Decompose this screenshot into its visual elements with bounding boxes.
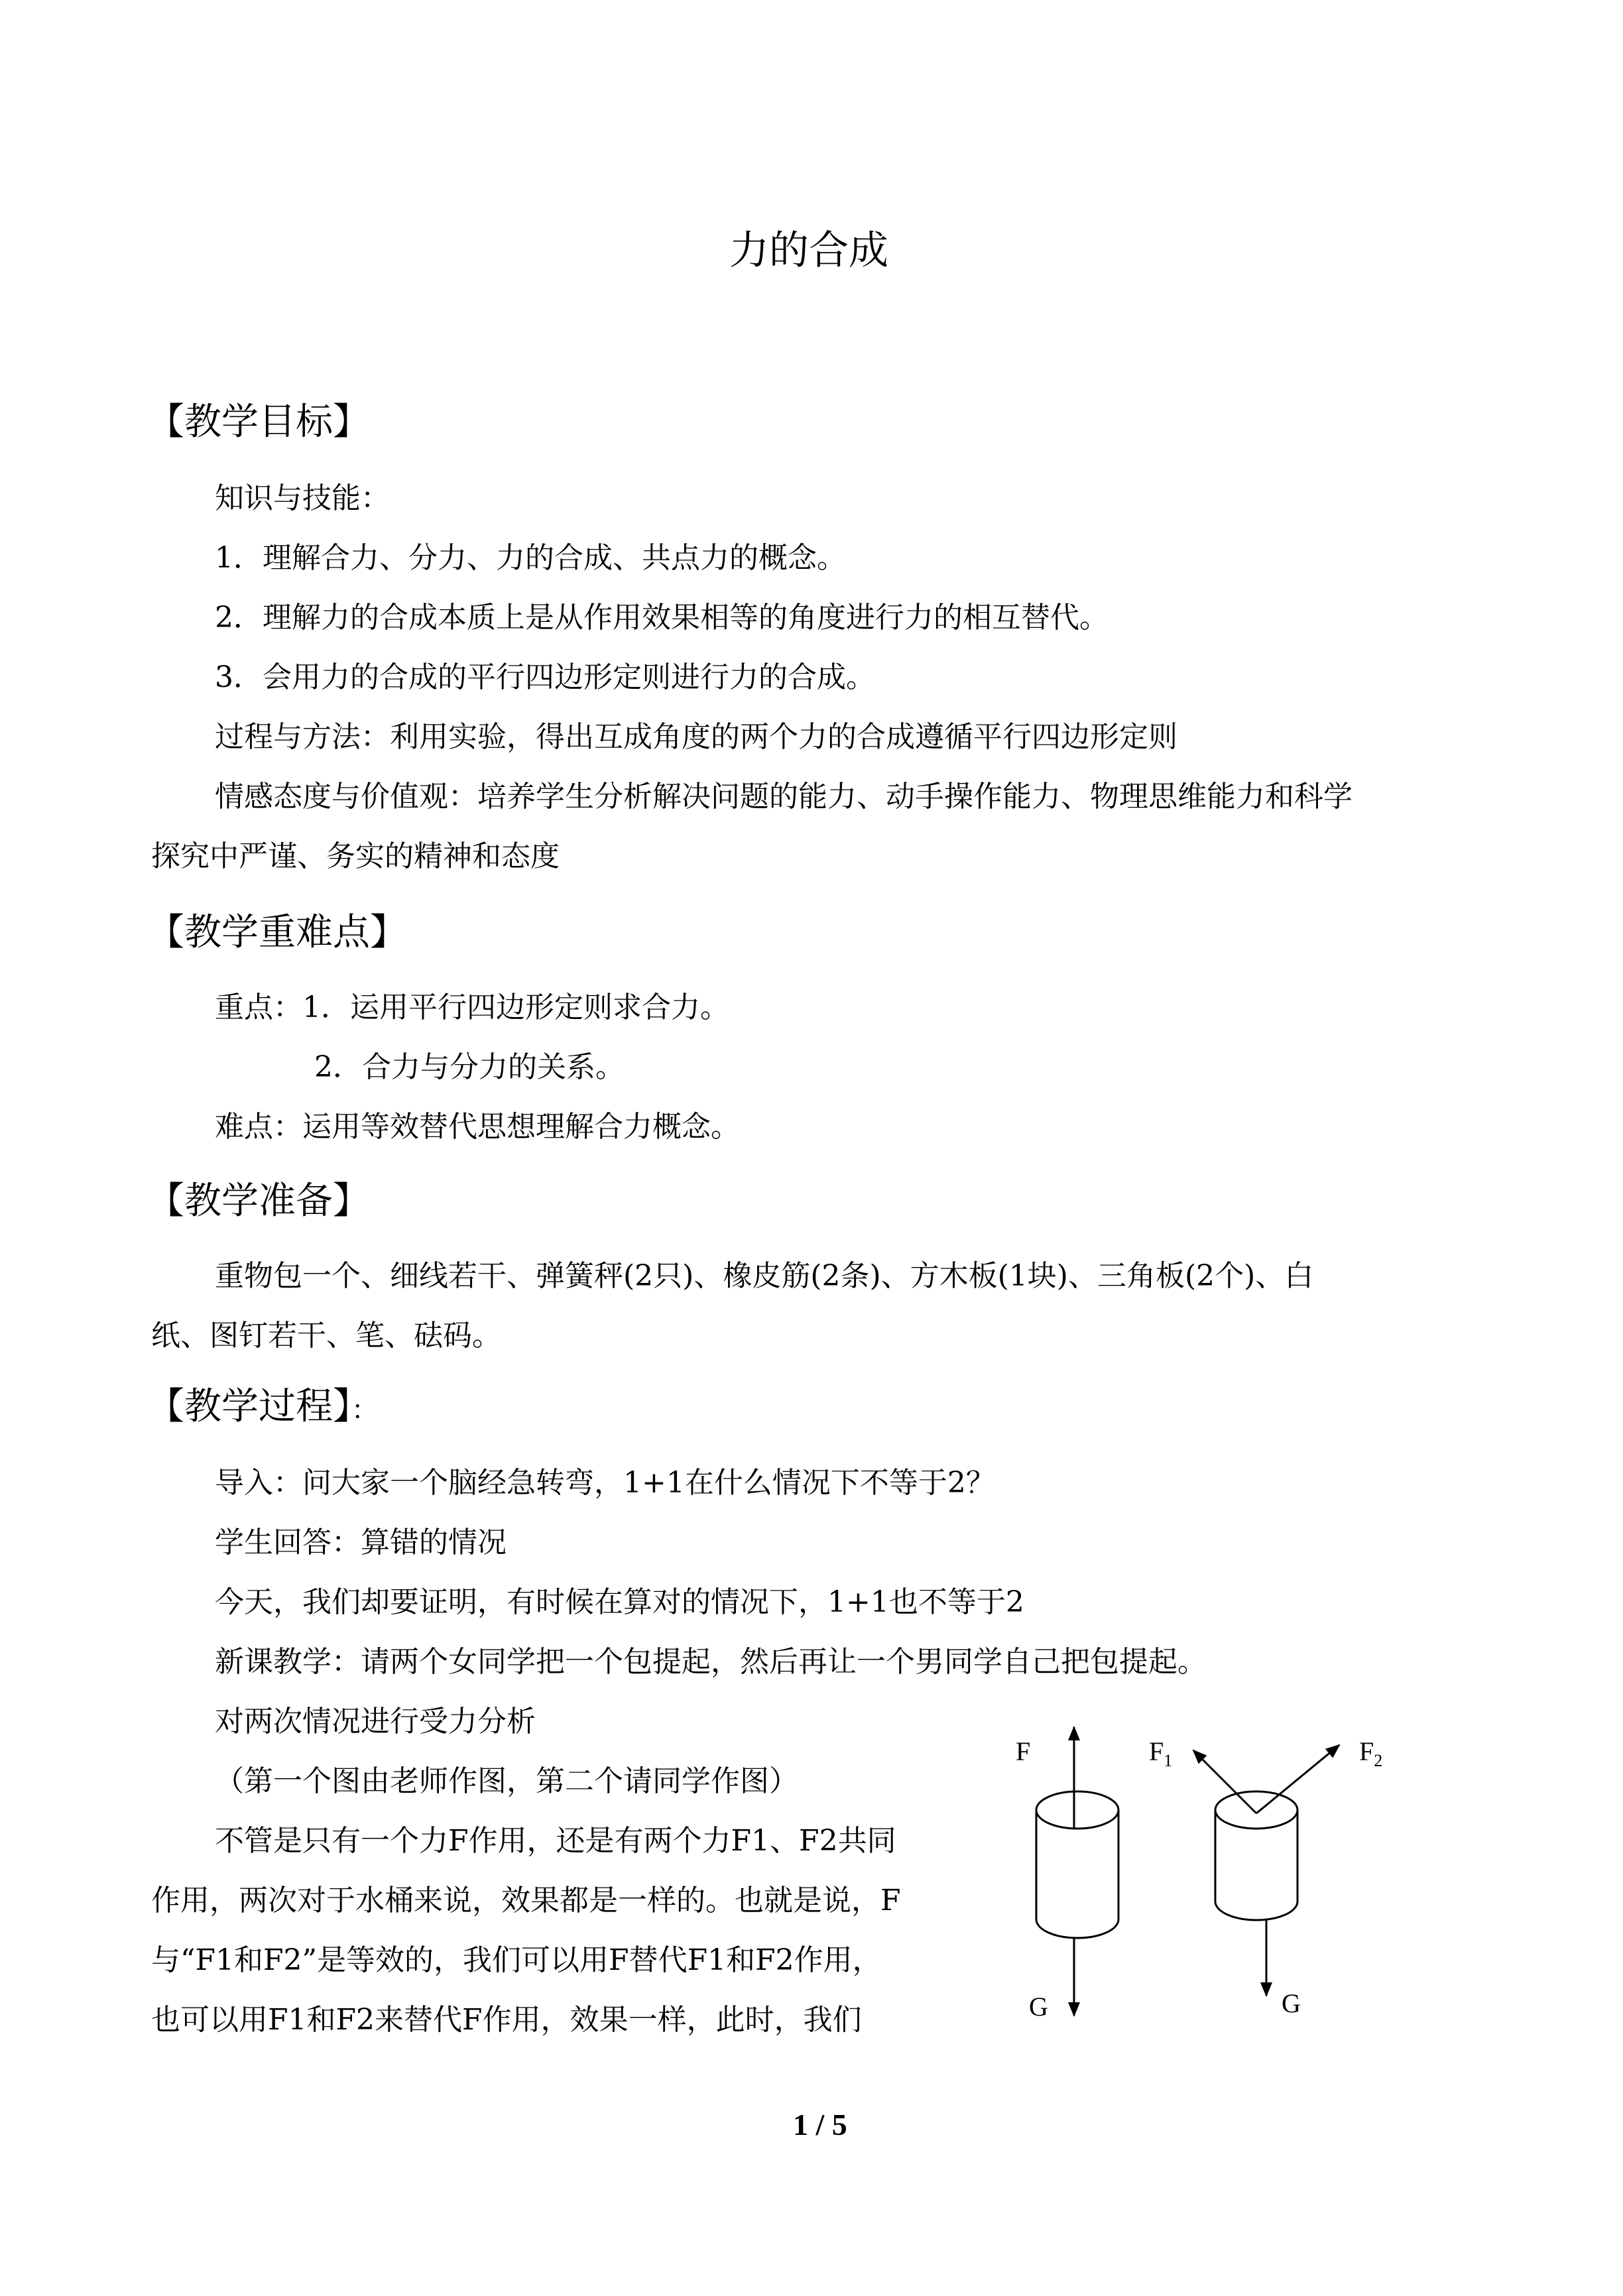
- objectives-line: 3．会用力的合成的平行四边形定则进行力的合成。: [215, 660, 875, 694]
- left-bucket: [1036, 1791, 1118, 1938]
- heading-key-points: 【教学重难点】: [147, 911, 407, 954]
- key-points-line: 难点：运用等效替代思想理解合力概念。: [215, 1110, 740, 1144]
- page-number: 1 / 5: [793, 2108, 847, 2142]
- process-line: 也可以用F1和F2来替代F作用，效果一样，此时，我们: [151, 2003, 862, 2037]
- heading-objectives: 【教学目标】: [147, 400, 370, 444]
- label-g-right: G: [1282, 1988, 1301, 2018]
- heading-preparation: 【教学准备】: [147, 1179, 370, 1223]
- label-f1: [1149, 1736, 1172, 1771]
- label-f2-sub: 2: [1374, 1751, 1383, 1770]
- objectives-line: 1．理解合力、分力、力的合成、共点力的概念。: [215, 541, 846, 575]
- process-line: 今天，我们却要证明，有时候在算对的情况下，1+1也不等于2: [215, 1585, 1024, 1619]
- process-line: 新课教学：请两个女同学把一个包提起，然后再让一个男同学自己把包提起。: [215, 1645, 1207, 1679]
- label-f2-main: F: [1359, 1736, 1374, 1766]
- label-f1-main: F: [1149, 1736, 1164, 1766]
- process-line: 与“F1和F2”是等效的，我们可以用F替代F1和F2作用，: [151, 1943, 882, 1977]
- process-line: 对两次情况进行受力分析: [215, 1705, 536, 1738]
- label-f: F: [1016, 1736, 1031, 1766]
- key-points-line: 重点：1．运用平行四边形定则求合力。: [215, 991, 729, 1024]
- process-line: （第一个图由老师作图，第二个请同学作图）: [215, 1764, 798, 1798]
- preparation-line: 纸、图钉若干、笔、砝码。: [151, 1319, 501, 1353]
- page-title: 力的合成: [729, 227, 888, 274]
- label-f1-sub: 1: [1164, 1751, 1173, 1770]
- right-bucket: [1215, 1791, 1297, 1920]
- heading-process-text: 【教学过程】: [147, 1385, 351, 1428]
- preparation-line: 重物包一个、细线若干、弹簧秤(2只)、橡皮筋(2条)、方木板(1块)、三角板(2个)、白: [215, 1259, 1314, 1293]
- process-line: 不管是只有一个力F作用，还是有两个力F1、F2共同: [215, 1824, 896, 1858]
- objectives-line: 情感态度与价值观：培养学生分析解决问题的能力、动手操作能力、物理思维能力和科学: [215, 780, 1352, 814]
- objectives-line: 探究中严谨、务实的精神和态度: [151, 839, 560, 873]
- process-line: 导入：问大家一个脑经急转弯，1+1在什么情况下不等于2？: [215, 1466, 995, 1500]
- key-points-line: 2．合力与分力的关系。: [314, 1050, 625, 1084]
- label-f2: [1359, 1736, 1382, 1771]
- force-f2-arrow: [1256, 1745, 1339, 1813]
- process-line: 学生回答：算错的情况: [215, 1526, 507, 1559]
- objectives-line: 过程与方法：利用实验，得出互成角度的两个力的合成遵循平行四边形定则: [215, 720, 1177, 754]
- objectives-line: 2．理解力的合成本质上是从作用效果相等的角度进行力的相互替代。: [215, 601, 1109, 634]
- process-line: 作用，两次对于水桶来说，效果都是一样的。也就是说，F: [151, 1884, 901, 1917]
- label-g-left: G: [1029, 1992, 1048, 2022]
- heading-process-suffix: ：: [351, 1395, 378, 1425]
- objectives-line: 知识与技能：: [215, 481, 390, 515]
